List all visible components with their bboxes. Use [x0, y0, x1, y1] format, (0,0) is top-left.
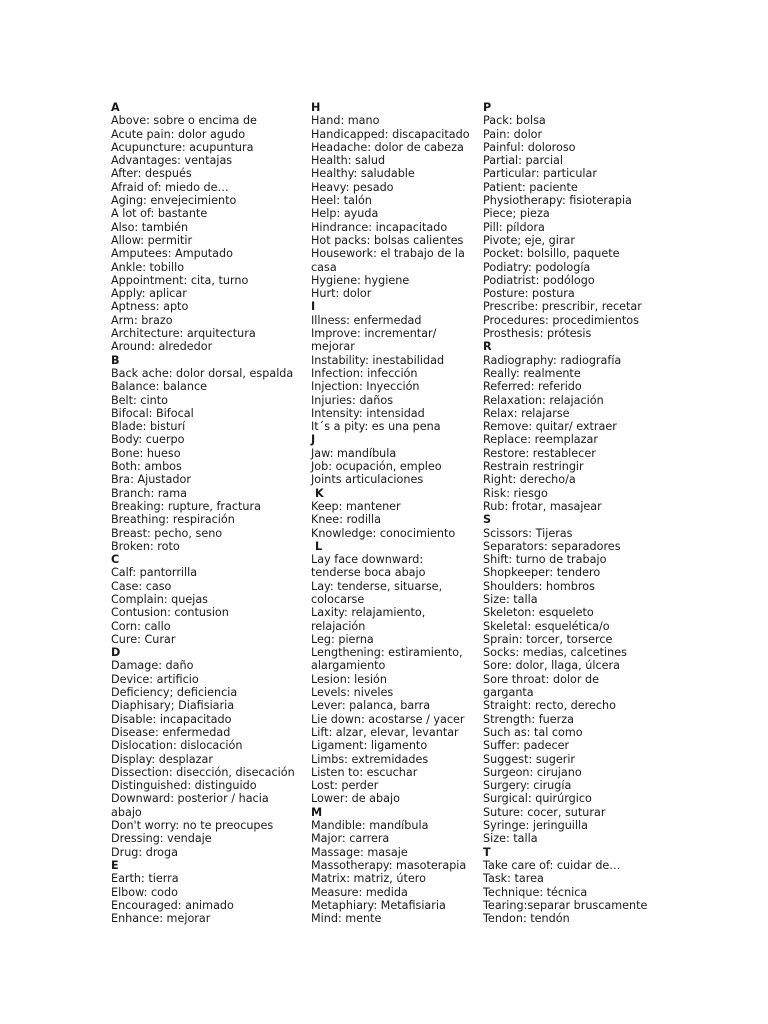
glossary-entry: Distinguished: distinguido: [111, 779, 257, 793]
letter-heading: B: [111, 353, 120, 367]
glossary-entry: Device: artificio: [111, 672, 199, 686]
glossary-entry: Intensity: intensidad: [311, 406, 425, 420]
glossary-entry: mejorar: [311, 340, 355, 354]
glossary-entry: Dissection: disección, disecación: [111, 765, 295, 779]
letter-heading: S: [483, 513, 492, 527]
letter-heading: J: [311, 433, 316, 447]
glossary-entry: Risk: riesgo: [483, 486, 548, 500]
glossary-entry: Right: derecho/a: [483, 473, 576, 487]
glossary-entry: A lot of: bastante: [111, 207, 208, 221]
glossary-entry: Broken: roto: [111, 539, 180, 553]
glossary-entry: Such as: tal como: [483, 725, 583, 739]
glossary-entry: Infection: infección: [311, 366, 418, 380]
glossary-entry: Lie down: acostarse / yacer: [311, 712, 465, 726]
glossary-entry: Lesion: lesión: [311, 672, 387, 686]
glossary-entry: Syringe: jeringuilla: [483, 819, 588, 833]
glossary-entry: Improve: incrementar/: [311, 327, 437, 341]
glossary-entry: Architecture: arquitectura: [111, 327, 256, 341]
glossary-entry: Strength: fuerza: [483, 712, 574, 726]
glossary-entry: Joints articulaciones: [311, 473, 424, 487]
letter-heading: K: [315, 486, 324, 500]
glossary-entry: Scissors: Tijeras: [483, 526, 573, 540]
glossary-entry: Arm: brazo: [111, 313, 173, 327]
glossary-entry: Relax: relajarse: [483, 406, 570, 420]
glossary-entry: Remove: quitar/ extraer: [483, 420, 617, 434]
glossary-entry: Ankle: tobillo: [111, 260, 185, 274]
letter-heading: E: [111, 858, 119, 872]
glossary-entry: alargamiento: [311, 659, 386, 673]
glossary-entry: Dressing: vendaje: [111, 832, 212, 846]
glossary-entry: Lever: palanca, barra: [311, 699, 431, 713]
glossary-entry: Sore: dolor, llaga, úlcera: [483, 659, 620, 673]
glossary-entry: Dislocation: dislocación: [111, 739, 243, 753]
glossary-entry: Healthy: saludable: [311, 167, 415, 181]
glossary-entry: Hurt: dolor: [311, 287, 372, 301]
glossary-entry: Don't worry: no te preocupes: [111, 819, 274, 833]
glossary-entry: Laxity: relajamiento,: [311, 606, 426, 620]
glossary-entry: Mind: mente: [311, 912, 382, 926]
glossary-entry: Partial: parcial: [483, 154, 564, 168]
glossary-entry: Technique: técnica: [483, 885, 588, 899]
glossary-entry: Particular: particular: [483, 167, 597, 181]
glossary-entry: Lost: perder: [311, 779, 379, 793]
glossary-entry: Rub: frotar, masajear: [483, 499, 602, 513]
glossary-entry: Illness: enfermedad: [311, 313, 422, 327]
glossary-entry: Ligament: ligamento: [311, 739, 428, 753]
glossary-entry: Size: talla: [483, 832, 538, 846]
glossary-entry: Metaphiary: Metafisiaria: [311, 898, 446, 912]
letter-heading: M: [311, 805, 323, 819]
glossary-entry: Acupuncture: acupuntura: [111, 140, 254, 154]
letter-heading: P: [483, 101, 492, 114]
glossary-entry: Piece; pieza: [483, 207, 550, 221]
glossary-entry: Separators: separadores: [483, 539, 621, 553]
glossary-column-2: [311, 101, 479, 925]
glossary-entry: Radiography: radiografía: [483, 353, 622, 367]
glossary-entry: Levels: niveles: [311, 686, 394, 700]
glossary-entry: Suture: cocer, suturar: [483, 805, 606, 819]
glossary-entry: Afraid of: miedo de…: [111, 180, 229, 194]
glossary-entry: Lay: tenderse, situarse,: [311, 579, 443, 593]
glossary-entry: Podiatry: podología: [483, 260, 591, 274]
glossary-entry: Case: caso: [111, 579, 172, 593]
letter-heading: I: [311, 300, 316, 314]
glossary-entry: Heel: talón: [311, 194, 372, 208]
glossary-entry: Skeletal: esquelética/o: [483, 619, 610, 633]
glossary-entry: Pack: bolsa: [483, 114, 546, 128]
glossary-entry: Diaphisary; Diafisiaria: [111, 699, 235, 713]
glossary-entry: casa: [311, 260, 337, 274]
glossary-entry: Bra: Ajustador: [111, 473, 191, 487]
glossary-entry: Hand: mano: [311, 114, 380, 128]
glossary-entry: Massotherapy: masoterapia: [311, 858, 467, 872]
glossary-entry: Aptness: apto: [111, 300, 189, 314]
glossary-entry: Advantages: ventajas: [111, 154, 233, 168]
glossary-entry: Suggest: sugerir: [483, 752, 576, 766]
glossary-entry: Aging: envejecimiento: [111, 194, 237, 208]
glossary-entry: Knee: rodilla: [311, 513, 381, 527]
glossary-entry: Encouraged: animado: [111, 898, 234, 912]
glossary-entry: Breaking: rupture, fractura: [111, 499, 261, 513]
glossary-entry: Tendon: tendón: [483, 912, 570, 926]
glossary-entry: Contusion: contusion: [111, 606, 229, 620]
glossary-entry: Suffer: padecer: [483, 739, 570, 753]
glossary-entry: Jaw: mandíbula: [311, 446, 397, 460]
glossary-entry: Sore throat: dolor de: [483, 672, 600, 686]
letter-heading: R: [483, 340, 492, 354]
letter-heading: H: [311, 101, 321, 114]
letter-heading: D: [111, 646, 121, 660]
glossary-entry: Patient: paciente: [483, 180, 578, 194]
glossary-entry: Major: carrera: [311, 832, 390, 846]
glossary-entry: Matrix: matriz, útero: [311, 872, 426, 886]
glossary-entry: Procedures: procedimientos: [483, 313, 639, 327]
glossary-entry: garganta: [483, 686, 534, 700]
glossary-entry: Elbow: codo: [111, 885, 178, 899]
glossary-entry: Earth: tierra: [111, 872, 179, 886]
glossary-entry: Heavy: pesado: [311, 180, 394, 194]
glossary-entry: Socks: medias, calcetines: [483, 646, 627, 660]
glossary-entry: Headache: dolor de cabeza: [311, 140, 464, 154]
glossary-entry: Relaxation: relajación: [483, 393, 604, 407]
glossary-entry: Also: también: [111, 220, 189, 234]
glossary-entry: Podiatrist: podólogo: [483, 273, 595, 287]
glossary-entry: Bone: hueso: [111, 446, 181, 460]
glossary-entry: Physiotherapy: fisioterapia: [483, 194, 632, 208]
glossary-entry: Branch: rama: [111, 486, 187, 500]
glossary-entry: Disease: enfermedad: [111, 725, 231, 739]
letter-heading: C: [111, 553, 120, 567]
glossary-entry: Lower: de abajo: [311, 792, 400, 806]
glossary-entry: Straight: recto, derecho: [483, 699, 616, 713]
glossary-column-1: [111, 101, 307, 925]
glossary-entry: Apply: aplicar: [111, 287, 187, 301]
glossary-entry: Mandible: mandíbula: [311, 819, 429, 833]
glossary-entry: Knowledge: conocimiento: [311, 526, 456, 540]
glossary-entry: Listen to: escuchar: [311, 765, 418, 779]
glossary-entry: Job: ocupación, empleo: [311, 460, 442, 474]
glossary-entry: relajación: [311, 619, 366, 633]
glossary-entry: Handicapped: discapacitado: [311, 127, 470, 141]
glossary-entry: Skeleton: esqueleto: [483, 606, 594, 620]
glossary-entry: Tearing:separar bruscamente: [483, 898, 648, 912]
glossary-entry: Breast: pecho, seno: [111, 526, 223, 540]
glossary-entry: Display: desplazar: [111, 752, 213, 766]
glossary-entry: Around: alrededor: [111, 340, 213, 354]
glossary-entry: Instability: inestabilidad: [311, 353, 445, 367]
glossary-entry: Injuries: daños: [311, 393, 394, 407]
glossary-entry: Really: realmente: [483, 366, 581, 380]
glossary-entry: Limbs: extremidades: [311, 752, 429, 766]
glossary-entry: Cure: Curar: [111, 632, 176, 646]
letter-heading: T: [483, 845, 491, 859]
glossary-entry: Shoulders: hombros: [483, 579, 595, 593]
glossary-entry: Hindrance: incapacitado: [311, 220, 448, 234]
glossary-entry: Above: sobre o encima de: [111, 114, 257, 128]
glossary-entry: Allow: permitir: [111, 233, 193, 247]
glossary-entry: Disable: incapacitado: [111, 712, 232, 726]
glossary-entry: Belt: cinto: [111, 393, 168, 407]
glossary-entry: Pain: dolor: [483, 127, 543, 141]
glossary-entry: After: después: [111, 167, 192, 181]
glossary-entry: Corn: callo: [111, 619, 171, 633]
glossary-entry: Surgical: quirúrgico: [483, 792, 592, 806]
glossary-entry: Surgery: cirugía: [483, 779, 572, 793]
glossary-entry: Appointment: cita, turno: [111, 273, 249, 287]
glossary-entry: Prescribe: prescribir, recetar: [483, 300, 642, 314]
glossary-entry: Back ache: dolor dorsal, espalda: [111, 366, 294, 380]
glossary-entry: Balance: balance: [111, 380, 207, 394]
glossary-entry: Complain: quejas: [111, 592, 209, 606]
glossary-entry: tenderse boca abajo: [311, 566, 426, 580]
glossary-entry: Health: salud: [311, 154, 386, 168]
glossary-entry: Restrain restringir: [483, 460, 584, 474]
glossary-entry: It´s a pity: es una pena: [311, 420, 441, 434]
glossary-entry: Deficiency; deficiencia: [111, 686, 238, 700]
glossary-entry: Referred: referido: [483, 380, 582, 394]
glossary-entry: Keep: mantener: [311, 499, 401, 513]
glossary-entry: colocarse: [311, 592, 365, 606]
glossary-entry: Hot packs: bolsas calientes: [311, 233, 464, 247]
glossary-entry: Pivote; eje, girar: [483, 233, 575, 247]
glossary-entry: Breathing: respiración: [111, 513, 235, 527]
glossary-entry: Damage: daño: [111, 659, 194, 673]
glossary-entry: Posture: postura: [483, 287, 575, 301]
glossary-entry: Shopkeeper: tendero: [483, 566, 601, 580]
glossary-entry: Acute pain: dolor agudo: [111, 127, 246, 141]
glossary-entry: Lengthening: estiramiento,: [311, 646, 463, 660]
glossary-entry: Size: talla: [483, 592, 538, 606]
letter-heading: A: [111, 101, 120, 114]
glossary-entry: Body: cuerpo: [111, 433, 185, 447]
glossary-entry: abajo: [111, 805, 142, 819]
glossary-entry: Calf: pantorrilla: [111, 566, 198, 580]
glossary-entry: Replace: reemplazar: [483, 433, 598, 447]
glossary-entry: Injection: Inyección: [311, 380, 420, 394]
glossary-entry: Lift: alzar, elevar, levantar: [311, 725, 459, 739]
glossary-entry: Both: ambos: [111, 460, 182, 474]
glossary-entry: Hygiene: hygiene: [311, 273, 410, 287]
glossary-entry: Housework: el trabajo de la: [311, 247, 465, 261]
glossary-entry: Shift: turno de trabajo: [483, 553, 607, 567]
glossary-entry: Measure: medida: [311, 885, 408, 899]
glossary-entry: Amputees: Amputado: [111, 247, 233, 261]
glossary-entry: Drug: droga: [111, 845, 178, 859]
glossary-entry: Restore: restablecer: [483, 446, 596, 460]
glossary-entry: Prosthesis: prótesis: [483, 327, 592, 341]
glossary-entry: Bifocal: Bifocal: [111, 406, 194, 420]
glossary-entry: Leg: pierna: [311, 632, 374, 646]
glossary-entry: Enhance: mejorar: [111, 912, 211, 926]
glossary-entry: Downward: posterior / hacia: [111, 792, 269, 806]
glossary-entry: Help: ayuda: [311, 207, 379, 221]
glossary-entry: Task: tarea: [483, 872, 544, 886]
glossary-column-3: [483, 101, 663, 925]
glossary-entry: Sprain: torcer, torserce: [483, 632, 613, 646]
glossary-entry: Lay face downward:: [311, 553, 424, 567]
letter-heading: L: [315, 539, 323, 553]
glossary-entry: Take care of: cuidar de…: [483, 858, 621, 872]
glossary-entry: Blade: bisturí: [111, 420, 186, 434]
glossary-entry: Surgeon: cirujano: [483, 765, 582, 779]
glossary-entry: Painful: doloroso: [483, 140, 576, 154]
glossary-entry: Pocket: bolsillo, paquete: [483, 247, 620, 261]
glossary-entry: Massage: masaje: [311, 845, 408, 859]
glossary-entry: Pill: píldora: [483, 220, 545, 234]
